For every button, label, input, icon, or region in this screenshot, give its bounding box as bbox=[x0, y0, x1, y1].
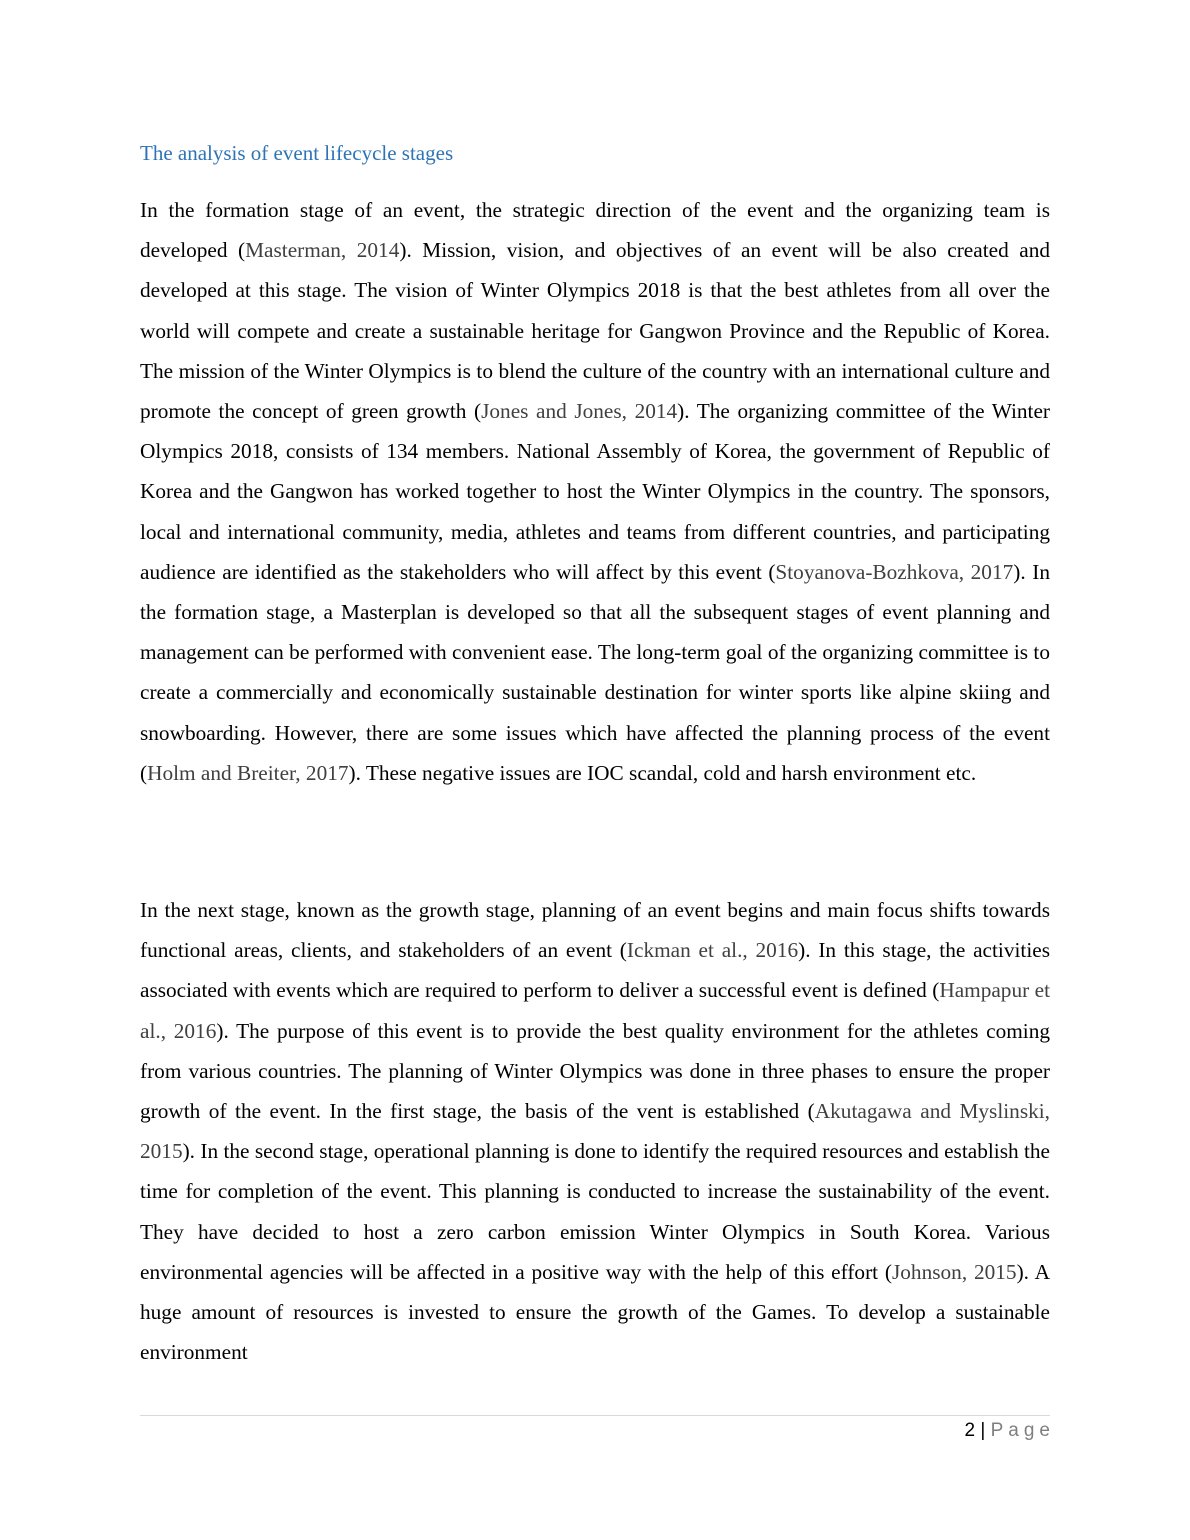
paragraph-text: ). Mission, vision, and objectives of an event will be also created and developed at this stage. The vision of Winter Olympics 2018 is that the best athletes from all over the world will compete and create a sustainable heritage for Gangwon Province and the Republic of Korea. The mission of the Winter Olympics is to blend the culture of the country with an international culture and promote the concept of green growth ( bbox=[140, 238, 1050, 424]
paragraph-text: In the formation stage of an event, the strategic direction of the event and the organizing team is developed ( bbox=[140, 198, 1050, 263]
footer-divider bbox=[140, 1415, 1050, 1416]
citation: Hampapur et al., 2016 bbox=[140, 978, 1050, 1043]
section-heading: The analysis of event lifecycle stages bbox=[140, 141, 454, 165]
citation: Masterman, 2014 bbox=[245, 238, 400, 263]
footer-separator: | bbox=[975, 1420, 991, 1441]
paragraph-text: ). In this stage, the activities associated with events which are required to perform to deliver a successful event is defined ( bbox=[140, 938, 1050, 1003]
paragraph-growth-stage bbox=[140, 890, 1050, 1372]
page-footer bbox=[140, 1419, 1055, 1443]
citation: Holm and Breiter, 2017 bbox=[147, 760, 349, 785]
page-number: 2 bbox=[964, 1420, 976, 1441]
paragraph-formation-stage bbox=[140, 190, 1050, 793]
page-label: Page bbox=[990, 1420, 1055, 1441]
citation: Akutagawa and Myslinski, 2015 bbox=[140, 1099, 1050, 1164]
paragraph-text: ). In the second stage, operational planning is done to identify the required resources and establish the time for completion of the event. This planning is conducted to increase the sustainability of the event. They have decided to host a zero carbon emission Winter Olympics in South Korea. Various environmental agencies will be affected in a positive way with the help of this effort ( bbox=[140, 1139, 1050, 1284]
citation: Johnson, 2015 bbox=[892, 1259, 1017, 1284]
paragraph-text: In the next stage, known as the growth stage, planning of an event begins and main focus shifts towards functional areas, clients, and stakeholders of an event ( bbox=[140, 898, 1050, 963]
paragraph-text: ). A huge amount of resources is invested to ensure the growth of the Games. To develop a sustainable environment bbox=[140, 1259, 1051, 1365]
paragraph-text: ). The purpose of this event is to provide the best quality environment for the athletes coming from various countries. The planning of Winter Olympics was done in three phases to ensure the proper growth of the event. In the first stage, the basis of the vent is established ( bbox=[140, 1018, 1051, 1124]
citation: Jones and Jones, 2014 bbox=[481, 399, 678, 424]
citation: Stoyanova-Bozhkova, 2017 bbox=[775, 559, 1014, 584]
paragraph-text: ). These negative issues are IOC scandal, cold and harsh environment etc. bbox=[348, 760, 977, 785]
citation: Ickman et al., 2016 bbox=[626, 938, 799, 963]
paragraph-text: ). The organizing committee of the Winter Olympics 2018, consists of 134 members. National Assembly of Korea, the government of Republic of Korea and the Gangwon has worked together to host the Winter Olympics in the country. The sponsors, local and international community, media, athletes and teams from different countries, and participating audience are identified as the stakeholders who will affect by this event ( bbox=[140, 399, 1050, 584]
paragraph-text: ). In the formation stage, a Masterplan is developed so that all the subsequent stages of event planning and management can be performed with convenient ease. The long-term goal of the organizing committee is to create a commercially and economically sustainable destination for winter sports like alpine skiing and snowboarding. However, there are some issues which have affected the planning process of the event ( bbox=[140, 559, 1050, 785]
